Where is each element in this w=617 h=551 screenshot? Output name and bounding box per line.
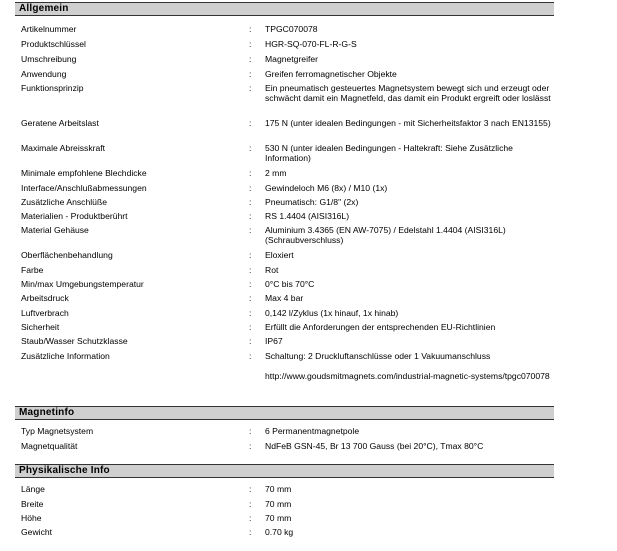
separator: : [249, 308, 252, 318]
spec-label: Maximale Abreisskraft [21, 143, 106, 153]
spec-value: NdFeB GSN-45, Br 13 700 Gauss (bei 20°C), Tmax 80°C [265, 441, 484, 451]
spec-label: Material Gehäuse [21, 225, 89, 235]
spec-value: Max 4 bar [265, 293, 304, 303]
section-header-physikalische-info [15, 464, 554, 478]
spec-label: Magnetqualität [21, 441, 78, 451]
spec-label: Materialien - Produktberührt [21, 211, 128, 221]
section-header-magnetinfo [15, 406, 554, 420]
spec-label: Geratene Arbeitslast [21, 118, 99, 128]
spec-value: Eloxiert [265, 250, 294, 260]
separator: : [249, 336, 252, 346]
separator: : [249, 279, 252, 289]
info-text: Schaltung: 2 Druckluftanschlüsse oder 1 Vakuumanschluss [265, 351, 491, 361]
spec-label: Produktschlüssel [21, 39, 86, 49]
spec-label: Luftverbrach [21, 308, 69, 318]
spec-value [265, 351, 553, 381]
spec-value: Pneumatisch: G1/8" (2x) [265, 197, 359, 207]
separator: : [249, 69, 252, 79]
spec-value: Magnetgreifer [265, 54, 319, 64]
spec-label: Anwendung [21, 69, 67, 79]
spec-value: 0°C bis 70°C [265, 279, 315, 289]
separator: : [249, 211, 252, 221]
spec-value: 0.70 kg [265, 527, 294, 537]
spec-label: Zusätzliche Information [21, 351, 110, 361]
spec-value: 70 mm [265, 484, 292, 494]
separator: : [249, 143, 252, 153]
spec-label: Interface/Anschlußabmessungen [21, 183, 147, 193]
separator: : [249, 293, 252, 303]
spec-label: Farbe [21, 265, 44, 275]
separator: : [249, 265, 252, 275]
section-title: Physikalische Info [19, 465, 110, 476]
section-title: Allgemein [19, 3, 69, 14]
spec-value: 530 N (unter idealen Bedingungen - Haltekraft: Siehe Zusätzliche Information) [265, 143, 513, 163]
separator: : [249, 351, 252, 361]
spec-label: Breite [21, 499, 44, 509]
separator: : [249, 441, 252, 451]
separator: : [249, 83, 252, 93]
separator: : [249, 484, 252, 494]
spec-label: Staub/Wasser Schutzklasse [21, 336, 128, 346]
spec-value: TPGC070078 [265, 24, 318, 34]
separator: : [249, 513, 252, 523]
separator: : [249, 499, 252, 509]
spec-value: HGR-SQ-070-FL-R-G-S [265, 39, 357, 49]
spec-value: 6 Permanentmagnetpole [265, 426, 360, 436]
product-url: http://www.goudsmitmagnets.com/industrial-magnetic-systems/tpgc070078 [265, 371, 550, 381]
spec-value: Gewindeloch M6 (8x) / M10 (1x) [265, 183, 388, 193]
spec-value: Aluminium 3.4365 (EN AW-7075) / Edelstahl 1.4404 (AISI316L) (Schraubverschluss) [265, 225, 506, 245]
spec-value: Greifen ferromagnetischer Objekte [265, 69, 397, 79]
spec-value: IP67 [265, 336, 283, 346]
spec-label: Artikelnummer [21, 24, 77, 34]
spec-value: Ein pneumatisch gesteuertes Magnetsystem bewegt sich und erzeugt oder schwächt damit ein Magnetfeld, das damit ein Produkt ergreift oder loslässt [265, 83, 551, 103]
separator: : [249, 197, 252, 207]
separator: : [249, 322, 252, 332]
separator: : [249, 183, 252, 193]
spec-label: Minimale empfohlene Blechdicke [21, 168, 147, 178]
section-header-allgemein [15, 2, 554, 16]
spec-value: 70 mm [265, 499, 292, 509]
separator: : [249, 39, 252, 49]
spec-value: Erfüllt die Anforderungen der entsprechenden EU-Richtlinien [265, 322, 496, 332]
spec-label: Funktionsprinzip [21, 83, 84, 93]
spec-label: Zusätzliche Anschlüße [21, 197, 107, 207]
spec-label: Min/max Umgebungstemperatur [21, 279, 144, 289]
separator: : [249, 426, 252, 436]
separator: : [249, 54, 252, 64]
spec-label: Umschreibung [21, 54, 77, 64]
spec-label: Arbeitsdruck [21, 293, 69, 303]
spec-value: 2 mm [265, 168, 287, 178]
separator: : [249, 24, 252, 34]
spec-value: 70 mm [265, 513, 292, 523]
section-title: Magnetinfo [19, 407, 75, 418]
spec-label: Gewicht [21, 527, 53, 537]
spec-label: Länge [21, 484, 45, 494]
separator: : [249, 118, 252, 128]
separator: : [249, 225, 252, 235]
separator: : [249, 168, 252, 178]
spec-value: Rot [265, 265, 279, 275]
spec-value: 0,142 l/Zyklus (1x hinauf, 1x hinab) [265, 308, 399, 318]
spec-label: Sicherheit [21, 322, 60, 332]
spec-value: RS 1.4404 (AISI316L) [265, 211, 350, 221]
spec-label: Oberflächenbehandlung [21, 250, 113, 260]
separator: : [249, 250, 252, 260]
spec-value: 175 N (unter idealen Bedingungen - mit Sicherheitsfaktor 3 nach EN13155) [265, 118, 551, 128]
spec-label: Höhe [21, 513, 42, 523]
spec-label: Typ Magnetsystem [21, 426, 94, 436]
separator: : [249, 527, 252, 537]
